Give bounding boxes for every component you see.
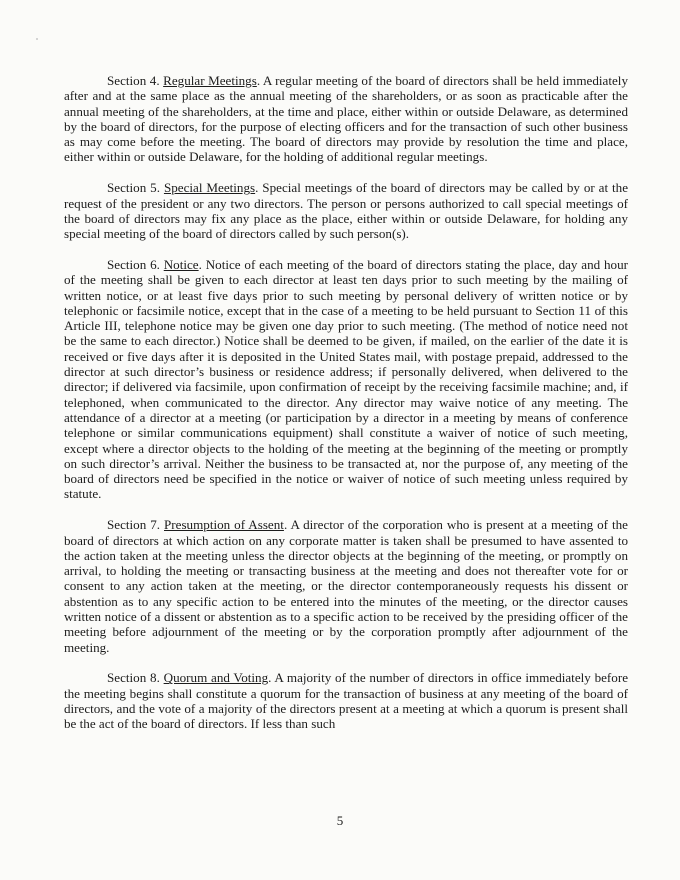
page-number: 5: [336, 813, 344, 828]
section-4-paragraph: [64, 73, 628, 165]
section-5-heading: Special Meetings: [163, 180, 256, 196]
section-4-text: . A regular meeting of the board of directors shall be held immediately after and at the same place as the annual meeting of the shareholders, or as soon as practicable after the annual meeting of the shareholders, at the time and place, either within or outside Delaware, as determined by the board of directors, for the purpose of electing officers and for the transaction of such other business as may come before the meeting. The board of directors may provide by resolution the time and place, either within or outside Delaware, for the holding of additional regular meetings.: [64, 73, 628, 165]
section-6-paragraph: [64, 257, 628, 502]
section-6-heading: Notice: [163, 256, 199, 272]
section-7-heading: Presumption of Assent: [164, 517, 284, 533]
scan-speck: [36, 38, 38, 40]
bylaws-article-text: [64, 73, 628, 747]
section-7-text: . A director of the corporation who is present at a meeting of the board of directors at which action on any corporate matter is taken shall be presumed to have assented to the action taken at the meeting unless the director objects at the beginning of the meeting, or promptly on arrival, to holding the meeting or transacting business at the meeting and does not thereafter vote for or consent to any action taken at the meeting, or the director contemporaneously requests his dissent or abstention as to any specific action to be entered into the minutes of the meeting, or the director causes written notice of a dissent or abstention as to a specific action to be received by the presiding officer of the meeting before adjournment of the meeting or by the corporation promptly after adjournment of the meeting.: [64, 517, 628, 655]
section-8-label: Section 8.: [107, 670, 160, 686]
section-6-text: . Notice of each meeting of the board of directors stating the place, day and hour of the meeting shall be given to each director at least ten days prior to such meeting by the mailing of written notice, or at least five days prior to such meeting by personal delivery of written notice or by telephonic or facsimile notice, except that in the case of a meeting to be held pursuant to Section 11 of this Article III, telephone notice may be given one day prior to such meeting. (The method of notice need not be the same to each director.) Notice shall be deemed to be given, if mailed, on the earlier of the date it is received or five days after it is deposited in the United States mail, with postage prepaid, addressed to the director at such director’s business or residence address; if personally delivered, when delivered to the director; if delivered via facsimile, upon confirmation of receipt by the receiving facsimile machine; and, if telephoned, when communicated to the director. Any director may waive notice of any meeting. The attendance of a director at a meeting (or participation by a director in a meeting by means of conference telephone or similar communications equipment) shall constitute a waiver of notice of such meeting, except where a director objects to the holding of the meeting at the beginning of the meeting or promptly on such director’s arrival. Neither the business to be transacted at, nor the purpose of, any meeting of the board of directors need be specified in the notice or waiver of notice of such meeting unless required by statute.: [64, 256, 628, 502]
section-5-label: Section 5.: [107, 180, 161, 196]
section-4-heading: Regular Meetings: [163, 73, 257, 88]
section-6-label: Section 6.: [107, 256, 160, 272]
section-8-heading: Quorum and Voting: [163, 670, 269, 686]
section-8-text: . A majority of the number of directors in office immediately before the meeting begins shall constitute a quorum for the transaction of business at any meeting of the board of directors, and the vote of a majority of the directors present at a meeting at which a quorum is present shall be the act of the board of directors. If less than such: [64, 670, 629, 732]
section-7-paragraph: [64, 517, 628, 655]
section-5-paragraph: [64, 180, 628, 241]
section-5-text: . Special meetings of the board of directors may be called by or at the request of the president or any two directors. The person or persons authorized to call special meetings of the board of directors may fix any place as the place, either within or outside Delaware, for holding any special meeting of the board of directors called by such person(s).: [64, 180, 629, 242]
section-8-paragraph: [64, 670, 628, 731]
section-4-label: Section 4.: [107, 73, 160, 88]
section-7-label: Section 7.: [107, 517, 161, 533]
